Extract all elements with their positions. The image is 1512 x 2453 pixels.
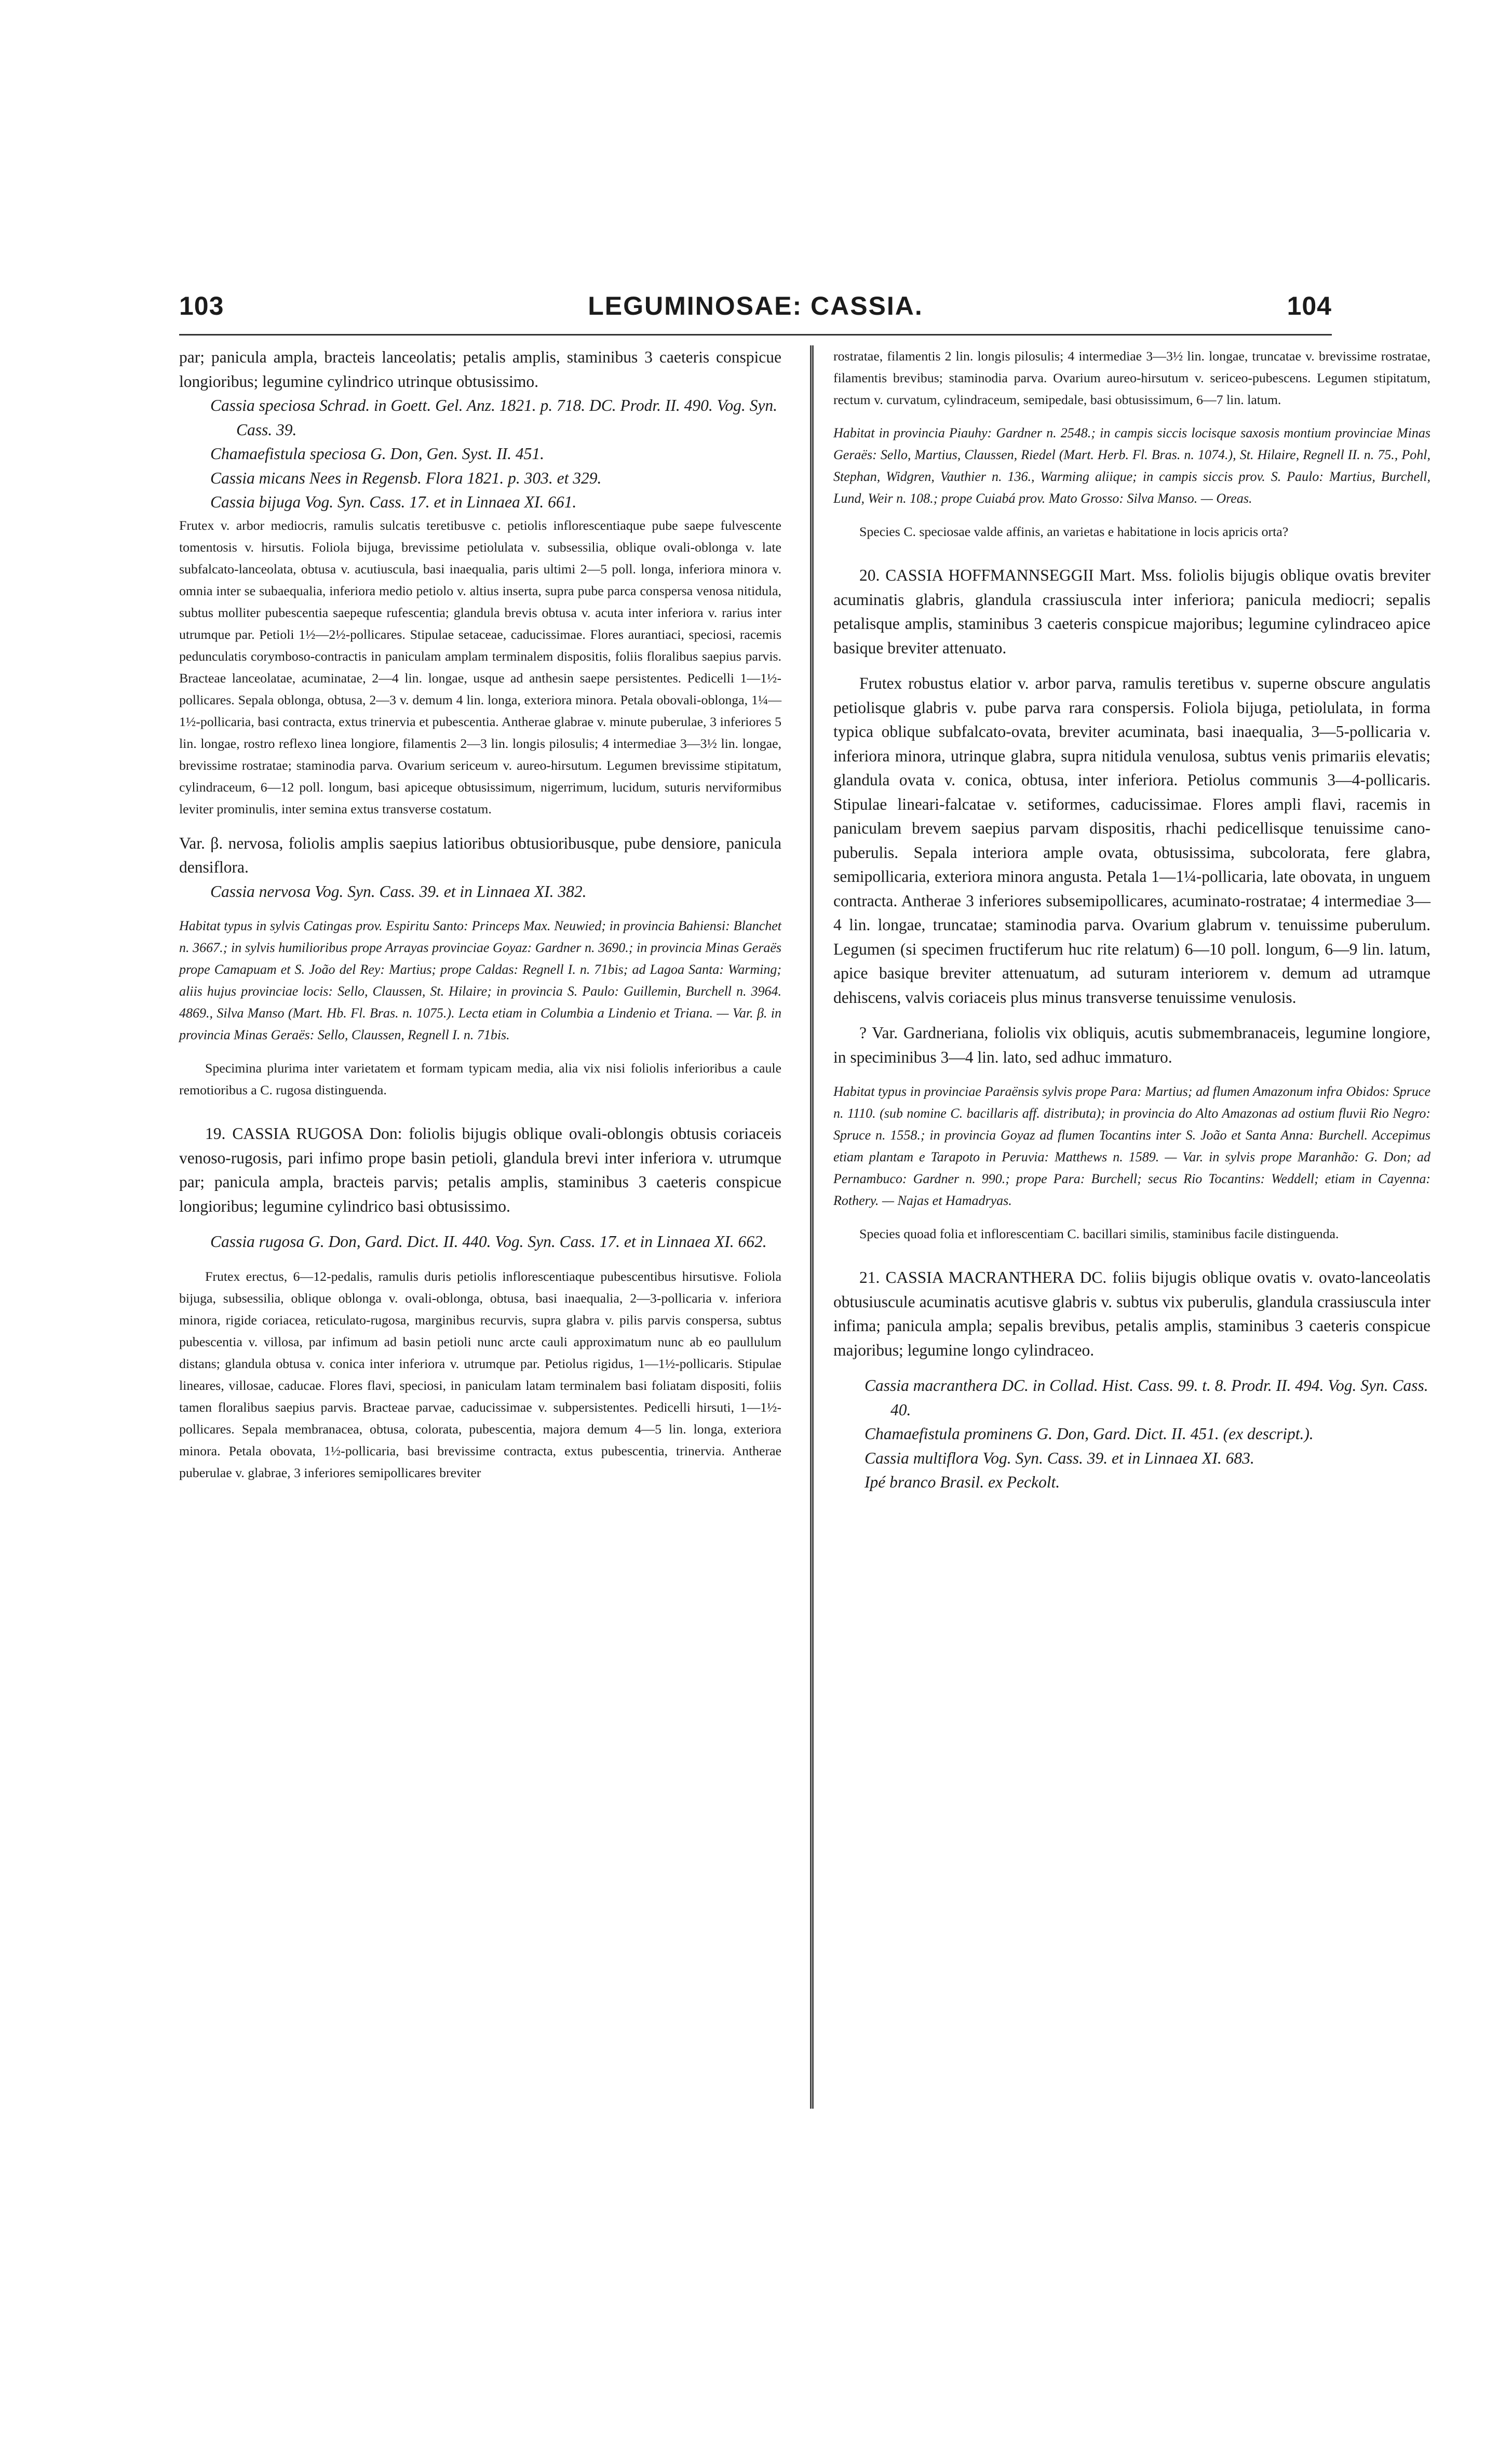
synonym-line: Chamaefistula speciosa G. Don, Gen. Syst. II. 451. xyxy=(210,445,545,463)
paragraph: ? Var. Gardneriana, foliolis vix obliquis, acutis submembranaceis, legumine longiore, in speciminibus 3—4 lin. lato, sed adhuc immaturo. xyxy=(833,1024,1430,1066)
synonym-line: Chamaefistula prominens G. Don, Gard. Dict. II. 451. (ex descript.). xyxy=(865,1425,1314,1443)
description-paragraph: Species quoad folia et inflorescentiam C. bacillari similis, staminibus facile distinguenda. xyxy=(859,1226,1339,1241)
synonym-line: Cassia nervosa Vog. Syn. Cass. 39. et in Linnaea XI. 382. xyxy=(210,882,587,901)
description-paragraph: Frutex v. arbor mediocris, ramulis sulcatis teretibusve c. petiolis inflorescentiaque pube saepe fulvescente tomentosis v. hirsutis. Foliola bijuga, brevissime petiolulata v. subsessilia, oblique ovali-oblonga v. late subfalcato-lanceolata, obtusa v. acutiuscula, basi inaequalia, paris ultimi 2—5 poll. longa, inferiora minora v. omnia inter se subaequalia, inferiora medio petiolo v. altius inserta, supra pube parca conspersa venosa nitidula, subtus molliter pubescentia saepeque rufescentia; glandula brevis obtusa v. acuta inter inferiora v. rarius inter utrumque par. Petioli 1½—2½-pollicares. Stipulae setaceae, caducissimae. Flores aurantiaci, speciosi, racemis pedunculatis corymboso-contractis in paniculam amplam terminalem dispositis, foliis floralibus saepius parvis. Bracteae lanceolatae, acuminatae, 2—4 lin. longae, usque ad anthesin saepe persistentes. Pedicelli 1—1½-pollicares. Sepala oblonga, obtusa, 2—3 v. demum 4 lin. longa, exteriora minora. Petala obovali-oblonga, 1¼—1½-pollicaria, basi contracta, extus trinervia et pubescentia. Antherae glabrae v. minute puberulae, 3 inferiores 5 lin. longae, rostro reflexo linea longiore, filamentis 2—3 lin. longis pilosulis; 4 intermediae 3—3½ lin. longae, brevissime rostratae; staminodia parva. Ovarium sericeum v. aureo-hirsutum. Legumen brevissime stipitatum, cylindraceum, 6—12 poll. longum, basi apiceque obtusissimum, nigerrimum, lucidum, suturis nerviformibus leviter prominulis, inter semina extus transverse costatum. xyxy=(179,517,781,816)
habitat-paragraph: Habitat typus in provinciae Paraënsis sylvis prope Para: Martius; ad flumen Amazonum infra Obidos: Spruce n. 1110. (sub nomine C. bacillaris aff. distributa); in provincia do Alto Amazonas ad ostium fluvii Rio Negro: Spruce n. 1558.; in provincia Goyaz ad flumen Tocantins inter S. João et Santa Anna: Burchell. Accepimus etiam plantam e Tarapoto in Peruvia: Matthews n. 1589. — Var. in sylvis prope Maranhão: G. Don; ad Pernambuco: Gardner n. 990.; prope Para: Burchell; secus Rio Tocantins: Weddell; etiam in Cayenna: Rothery. — Najas et Hamadryas. xyxy=(833,1084,1430,1208)
synonym-line: Ipé branco Brasil. ex Peckolt. xyxy=(865,1473,1060,1491)
right-column xyxy=(833,345,1430,1495)
description-paragraph: rostratae, filamentis 2 lin. longis pilosulis; 4 intermediae 3—3½ lin. longae, truncatae v. brevissime rostratae, filamentis brevibus; staminodia parva. Ovarium aureo-hirsutum v. sericeo-pubescens. Legumen stipitatum, rectum v. curvatum, cylindraceum, semipedale, basi obtusissimum, 6—7 lin. latum. xyxy=(833,348,1430,407)
habitat-paragraph: Habitat typus in sylvis Catingas prov. Espiritu Santo: Princeps Max. Neuwied; in provincia Bahiensi: Blanchet n. 3667.; in sylvis humilioribus prope Arrayas provinciae Goyaz: Gardner n. 3690.; in provincia Minas Geraës prope Camapuam et S. João del Rey: Martius; prope Caldas: Regnell I. n. 71bis; ad Lagoa Santa: Warming; aliis hujus provinciae locis: Sello, Claussen, St. Hilaire; in provincia S. Paulo: Guillemin, Burchell n. 3964. 4869., Silva Manso (Mart. Hb. Fl. Bras. n. 1075.). Lecta etiam in Columbia a Lindenio et Triana. — Var. β. in provincia Minas Geraës: Sello, Claussen, Regnell I. n. 71bis. xyxy=(179,918,781,1042)
synonym-line: Cassia micans Nees in Regensb. Flora 1821. p. 303. et 329. xyxy=(210,468,602,487)
page-number-right: 104 xyxy=(1287,291,1332,320)
synonym-line: Cassia rugosa G. Don, Gard. Dict. II. 440. Vog. Syn. Cass. 17. et in Linnaea XI. 662. xyxy=(210,1232,767,1251)
column-divider xyxy=(810,345,814,2109)
running-header xyxy=(179,291,1332,332)
running-title: LEGUMINOSAE: CASSIA. xyxy=(588,291,923,320)
paragraph: 19. CASSIA RUGOSA Don: foliolis bijugis oblique ovali-oblongis obtusis coriaceis venoso-rugosis, pari infimo prope basin petioli, glandula brevi inter inferiora v. utrumque par; panicula ampla, bracteis parvis; petalis amplis, staminibus 3 caeteris conspicue longioribus; legumine cylindrico basi obtusissimo. xyxy=(179,1124,781,1215)
paragraph: 21. CASSIA MACRANTHERA DC. foliis bijugis oblique ovatis v. ovato-lanceolatis obtusiuscule acuminatis acutisve glabris v. subtus vix puberulis, glandula crassiuscula inter infima; panicula ampla; sepalis brevibus, petalis amplis, staminibus 3 caeteris conspicue majoribus; legumine longo cylindraceo. xyxy=(833,1268,1430,1359)
paragraph: 20. CASSIA HOFFMANNSEGGII Mart. Mss. foliolis bijugis oblique ovatis breviter acuminatis glabris, glandula crassiuscula inter inferiora; panicula mediocri; sepalis petalisque amplis, staminibus 3 caeteris conspicue majoribus; legumine cylindraceo apice basique breviter attenuato. xyxy=(833,566,1430,657)
description-paragraph: Species C. speciosae valde affinis, an varietas e habitatione in locis apricis orta? xyxy=(859,524,1289,539)
page-number-left: 103 xyxy=(179,291,224,320)
synonym-line: Cassia bijuga Vog. Syn. Cass. 17. et in Linnaea XI. 661. xyxy=(210,493,577,511)
header-rule xyxy=(179,334,1332,336)
paragraph: Frutex robustus elatior v. arbor parva, ramulis teretibus v. superne obscure angulatis petiolisque glabris v. pube parva rara conspersis. Foliola bijuga, petiolulata, in forma typica oblique subfalcato-ovata, breviter acuminata, basi inaequalia, 3—5-pollicaria v. inferiora minora, utrinque glabra, supra nitidula venulosa, subtus venis primariis elevatis; glandula ovata v. conica, obtusa, inter inferiora. Petiolus communis 3—4-pollicaris. Stipulae lineari-falcatae v. setiformes, caducissimae. Flores ampli flavi, racemis in paniculam brevem saepius parvam dispositis, rhachi pedicellisque tenuissime cano-puberulis. Sepala interiora ample ovata, obtusissima, subcolorata, fere glabra, semipollicaria, exteriora minora angusta. Petala 1—1¼-pollicaria, late obovata, in unguem contracta. Antherae 3 inferiores subsemipollicares, acuminato-rostratae; 4 intermediae 3—4 lin. longae, truncatae; staminodia parva. Ovarium glabrum v. tenuissime puberulum. Legumen (si specimen fructiferum huc rite relatum) 6—10 poll. longum, 6—9 lin. latum, apice basique breviter attenuatum, ad suturam interiorem v. demum ad utramque dehiscens, valvis coriaceis plus minus transverse tenuissime venulosis. xyxy=(833,674,1430,1007)
synonym-line: Cassia macranthera DC. in Collad. Hist. Cass. 99. t. 8. Prodr. II. 494. Vog. Syn. Cass. 40. xyxy=(865,1376,1428,1419)
habitat-paragraph: Habitat in provincia Piauhy: Gardner n. 2548.; in campis siccis locisque saxosis montium provinciae Minas Geraës: Sello, Martius, Claussen, Riedel (Mart. Herb. Fl. Bras. n. 1074.), St. Hilaire, Regnell II. n. 75., Pohl, Stephan, Widgren, Vauthier n. 136., Warming aliique; in campis siccis prov. S. Paulo: Martius, Burchell, Lund, Weir n. 108.; prope Cuiabá prov. Mato Grosso: Silva Manso. — Oreas. xyxy=(833,425,1430,506)
left-column xyxy=(179,345,781,1484)
synonym-line: Cassia multiflora Vog. Syn. Cass. 39. et in Linnaea XI. 683. xyxy=(865,1449,1254,1467)
synonym-line: Cassia speciosa Schrad. in Goett. Gel. Anz. 1821. p. 718. DC. Prodr. II. 490. Vog. Syn. Cass. 39. xyxy=(210,396,777,439)
description-paragraph: Specimina plurima inter varietatem et formam typicam media, alia vix nisi foliolis inferioribus a caule remotioribus a C. rugosa distinguenda. xyxy=(179,1061,781,1097)
paragraph: Var. β. nervosa, foliolis amplis saepius latioribus obtusioribusque, pube densiore, panicula densiflora. xyxy=(179,834,781,876)
description-paragraph: Frutex erectus, 6—12-pedalis, ramulis duris petiolis inflorescentiaque pubescentibus hirsutisve. Foliola bijuga, subsessilia, oblique oblonga v. ovali-oblonga, obtusa, basi inaequalia, 2—3-pollicaria v. inferiora minora, rigide coriacea, reticulato-rugosa, marginibus recurvis, supra glabra v. pilis parvis conspersa, subtus pubescentia v. villosa, par infimum ad basin petioli nunc arcte cauli approximatum nunc ab eo paullulum distans; glandula obtusa v. conica inter inferiora v. utrumque par. Petiolus rigidus, 1—1½-pollicaris. Stipulae lineares, villosae, caducae. Flores flavi, speciosi, in paniculam latam terminalem basi foliatam dispositi, foliis tamen floralibus saepius parvis. Bracteae parvae, caducissimae v. subpersistentes. Pedicelli hirsuti, 1—1½-pollicares. Sepala membranacea, obtusa, colorata, pubescentia, majora demum 4—5 lin. longa, exteriora minora. Petala obovata, 1½-pollicaria, basi brevissime contracta, extus pubescentia, trinervia. Antherae puberulae v. glabrae, 3 inferiores semipollicares breviter xyxy=(179,1268,781,1480)
paragraph: par; panicula ampla, bracteis lanceolatis; petalis amplis, staminibus 3 caeteris conspicue longioribus; legumine cylindrico utrinque obtusissimo. xyxy=(179,348,781,391)
